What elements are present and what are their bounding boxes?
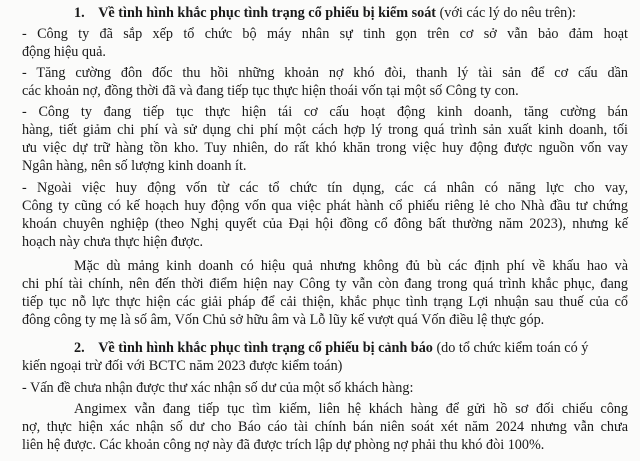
s1-p2-line2: các khoản nợ, đồng thời đã và đang tiếp tục thực hiện thoái vốn tại một số Công ty con. bbox=[22, 83, 519, 99]
s1-p5-line3: tiếp tục nỗ lực thực hiện các giải pháp để cải thiện, khắc phục tình trạng Lợi nhuận sau thuế của cổ bbox=[22, 294, 628, 310]
s2-p2-line1: Angimex vẫn đang tiếp tục tìm kiếm, liên hệ khách hàng để gửi hồ sơ đối chiếu công bbox=[74, 401, 628, 417]
section1-heading bbox=[74, 4, 576, 22]
section1-number: 1. bbox=[74, 5, 85, 21]
s2-p2-line2: nợ, thực hiện xác nhận số dư cho Báo cáo tài chính bán niên soát xét năm 2024 nhưng vẫn chưa bbox=[22, 419, 628, 435]
s1-p3-line2: hàng, tiết giảm chi phí và sử dụng chi phí một cách hợp lý trong quá trình sản xuất kinh doanh, tối bbox=[22, 122, 628, 138]
section2-heading-text: Về tình hình khắc phục tình trạng cổ phiếu bị cảnh báo bbox=[98, 340, 433, 356]
section2-heading-line2: kiến ngoại trừ đối với BCTC năm 2023 được kiểm toán) bbox=[22, 358, 343, 374]
section2-heading-note: (do tổ chức kiểm toán có ý bbox=[432, 340, 589, 356]
section1-heading-text: Về tình hình khắc phục tình trạng cổ phiếu bị kiểm soát bbox=[98, 5, 437, 21]
s1-p4-line1: - Ngoài việc huy động vốn từ các tổ chức tín dụng, các cá nhân có năng lực cho vay, bbox=[22, 180, 628, 196]
section1-heading-note: (với các lý do nêu trên): bbox=[436, 5, 576, 21]
s2-p2-line3: liên hệ được. Các khoản công nợ này đã được trích lập dự phòng nợ phải thu khó đòi 100%. bbox=[22, 437, 545, 453]
s1-p5-line1: Mặc dù mảng kinh doanh có hiệu quả nhưng không đủ bù các định phí về khấu hao và bbox=[74, 258, 628, 274]
s1-p5-line2: chi phí tài chính, nên đến thời điểm hiện nay Công ty vẫn còn đang trong quá trình khắc phục, đang bbox=[22, 276, 628, 292]
s1-p5-line4: đông công ty mẹ là số âm, Vốn Chủ sở hữu âm và Lỗ lũy kế vượt quá Vốn điều lệ thực góp. bbox=[22, 312, 545, 328]
section2-heading bbox=[74, 339, 588, 357]
s1-p1-line1: - Công ty đã sắp xếp tổ chức bộ máy nhân sự tinh gọn trên cơ sở vẫn bảo đảm hoạt bbox=[22, 26, 628, 42]
s2-p1-line1: - Vấn đề chưa nhận được thư xác nhận số dư của một số khách hàng: bbox=[22, 380, 414, 396]
s1-p4-line4: hoạch này chưa thực hiện được. bbox=[22, 234, 204, 250]
s1-p3-line4: Ngân hàng, nên số lượng kinh doanh ít. bbox=[22, 158, 247, 174]
section2-number: 2. bbox=[74, 340, 85, 356]
s1-p4-line3: khoán chuyên nghiệp (theo Nghị quyết của Đại hội đồng cổ đông bất thường năm 2023), nhưng kế bbox=[22, 216, 628, 232]
s1-p2-line1: - Tăng cường đôn đốc thu hồi những khoản nợ khó đòi, thanh lý tài sản để cơ cấu dần bbox=[22, 65, 628, 81]
s1-p3-line1: - Công ty đang tiếp tục thực hiện tái cơ cấu hoạt động kinh doanh, tăng cường bán bbox=[22, 104, 628, 120]
s1-p3-line3: ưu việc dự trữ hàng tồn kho. Tuy nhiên, do rất khó khăn trong việc huy động được nguồn vốn vay bbox=[22, 140, 628, 156]
s1-p1-line2: động hiệu quả. bbox=[22, 44, 106, 60]
s1-p4-line2: Công ty cũng có kế hoạch huy động vốn qua việc phát hành cổ phiếu riêng lẻ cho Nhà đầu tư chứng bbox=[22, 198, 628, 214]
